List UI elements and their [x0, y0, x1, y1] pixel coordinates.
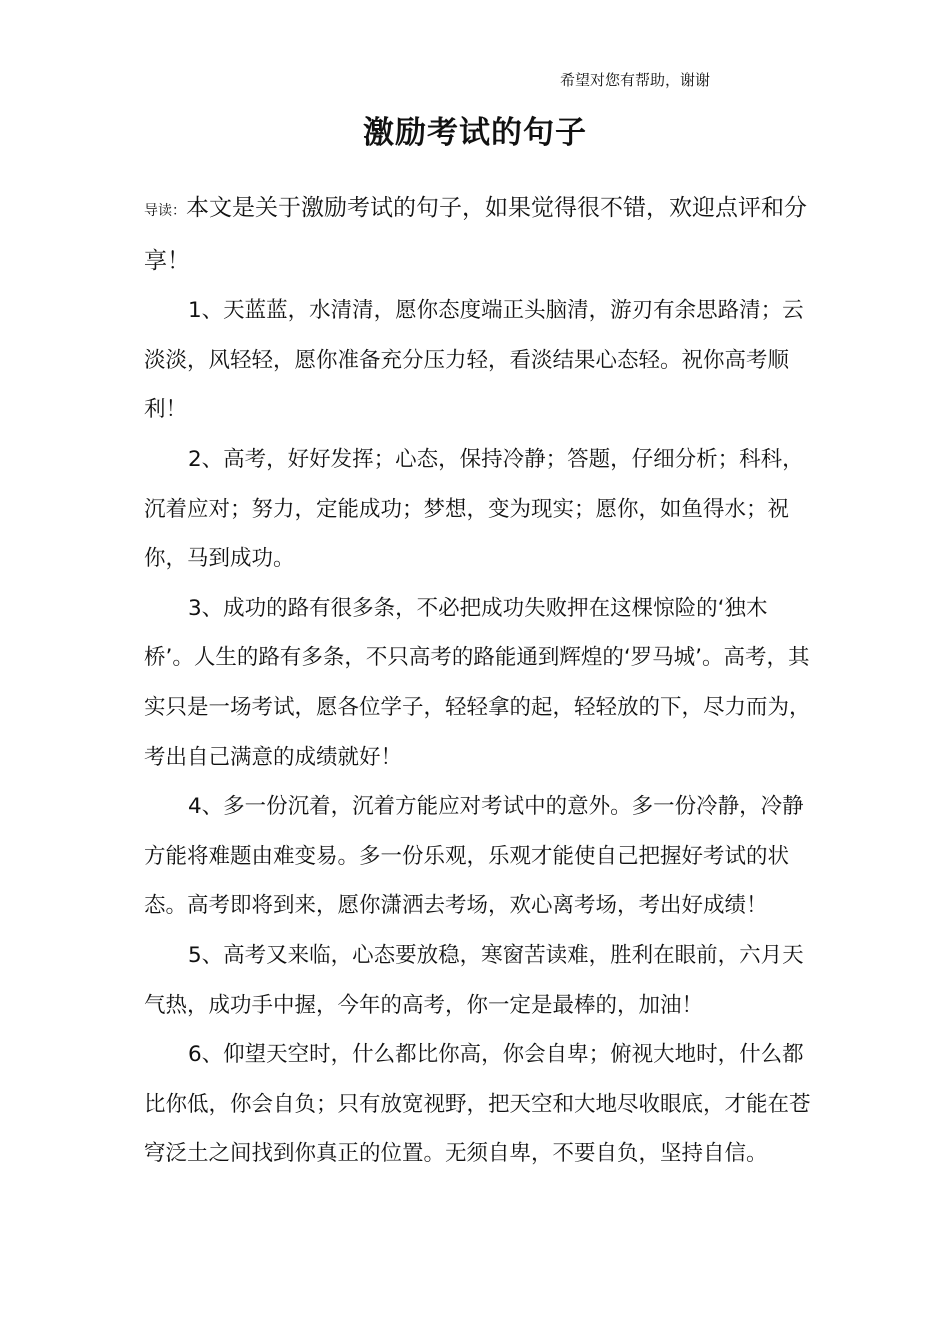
header-note: 希望对您有帮助，谢谢: [560, 71, 711, 89]
document-body: [144, 184, 814, 1179]
paragraph-1: 1、天蓝蓝，水清清，愿你态度端正头脑清，游刃有余思路清；云淡淡，风轻轻，愿你准备充分压力轻，看淡结果心态轻。祝你高考顺利！: [144, 298, 804, 423]
intro-text: 本文是关于激励考试的句子，如果觉得很不错，欢迎点评和分享！: [144, 195, 807, 274]
intro-paragraph: [144, 184, 814, 286]
paragraph-3: 3、成功的路有很多条，不必把成功失败押在这棵惊险的‘独木桥’。人生的路有多条，不只高考的路能通到辉煌的‘罗马城’。高考，其实只是一场考试，愿各位学子，轻轻拿的起，轻轻放的下，尽力而为，考出自己满意的成绩就好！: [144, 595, 811, 770]
paragraph-4: 4、多一份沉着，沉着方能应对考试中的意外。多一份冷静，冷静方能将难题由难变易。多一份乐观，乐观才能使自己把握好考试的状态。高考即将到来，愿你潇洒去考场，欢心离考场，考出好成绩！: [144, 794, 804, 919]
intro-label: 导读：: [144, 203, 186, 219]
page-title: 激励考试的句子: [363, 115, 587, 151]
paragraph-6: 6、仰望天空时，什么都比你高，你会自卑；俯视大地时，什么都比你低，你会自负；只有放宽视野，把天空和大地尽收眼底，才能在苍穹泛土之间找到你真正的位置。无须自卑，不要自负，坚持自信。: [144, 1042, 811, 1167]
paragraph-2: 2、高考，好好发挥；心态，保持冷静；答题，仔细分析；科科，沉着应对；努力，定能成功；梦想，变为现实；愿你，如鱼得水；祝你，马到成功。: [144, 446, 804, 572]
paragraph-5: 5、高考又来临，心态要放稳，寒窗苦读难，胜利在眼前，六月天气热，成功手中握，今年的高考，你一定是最棒的，加油！: [144, 942, 804, 1018]
